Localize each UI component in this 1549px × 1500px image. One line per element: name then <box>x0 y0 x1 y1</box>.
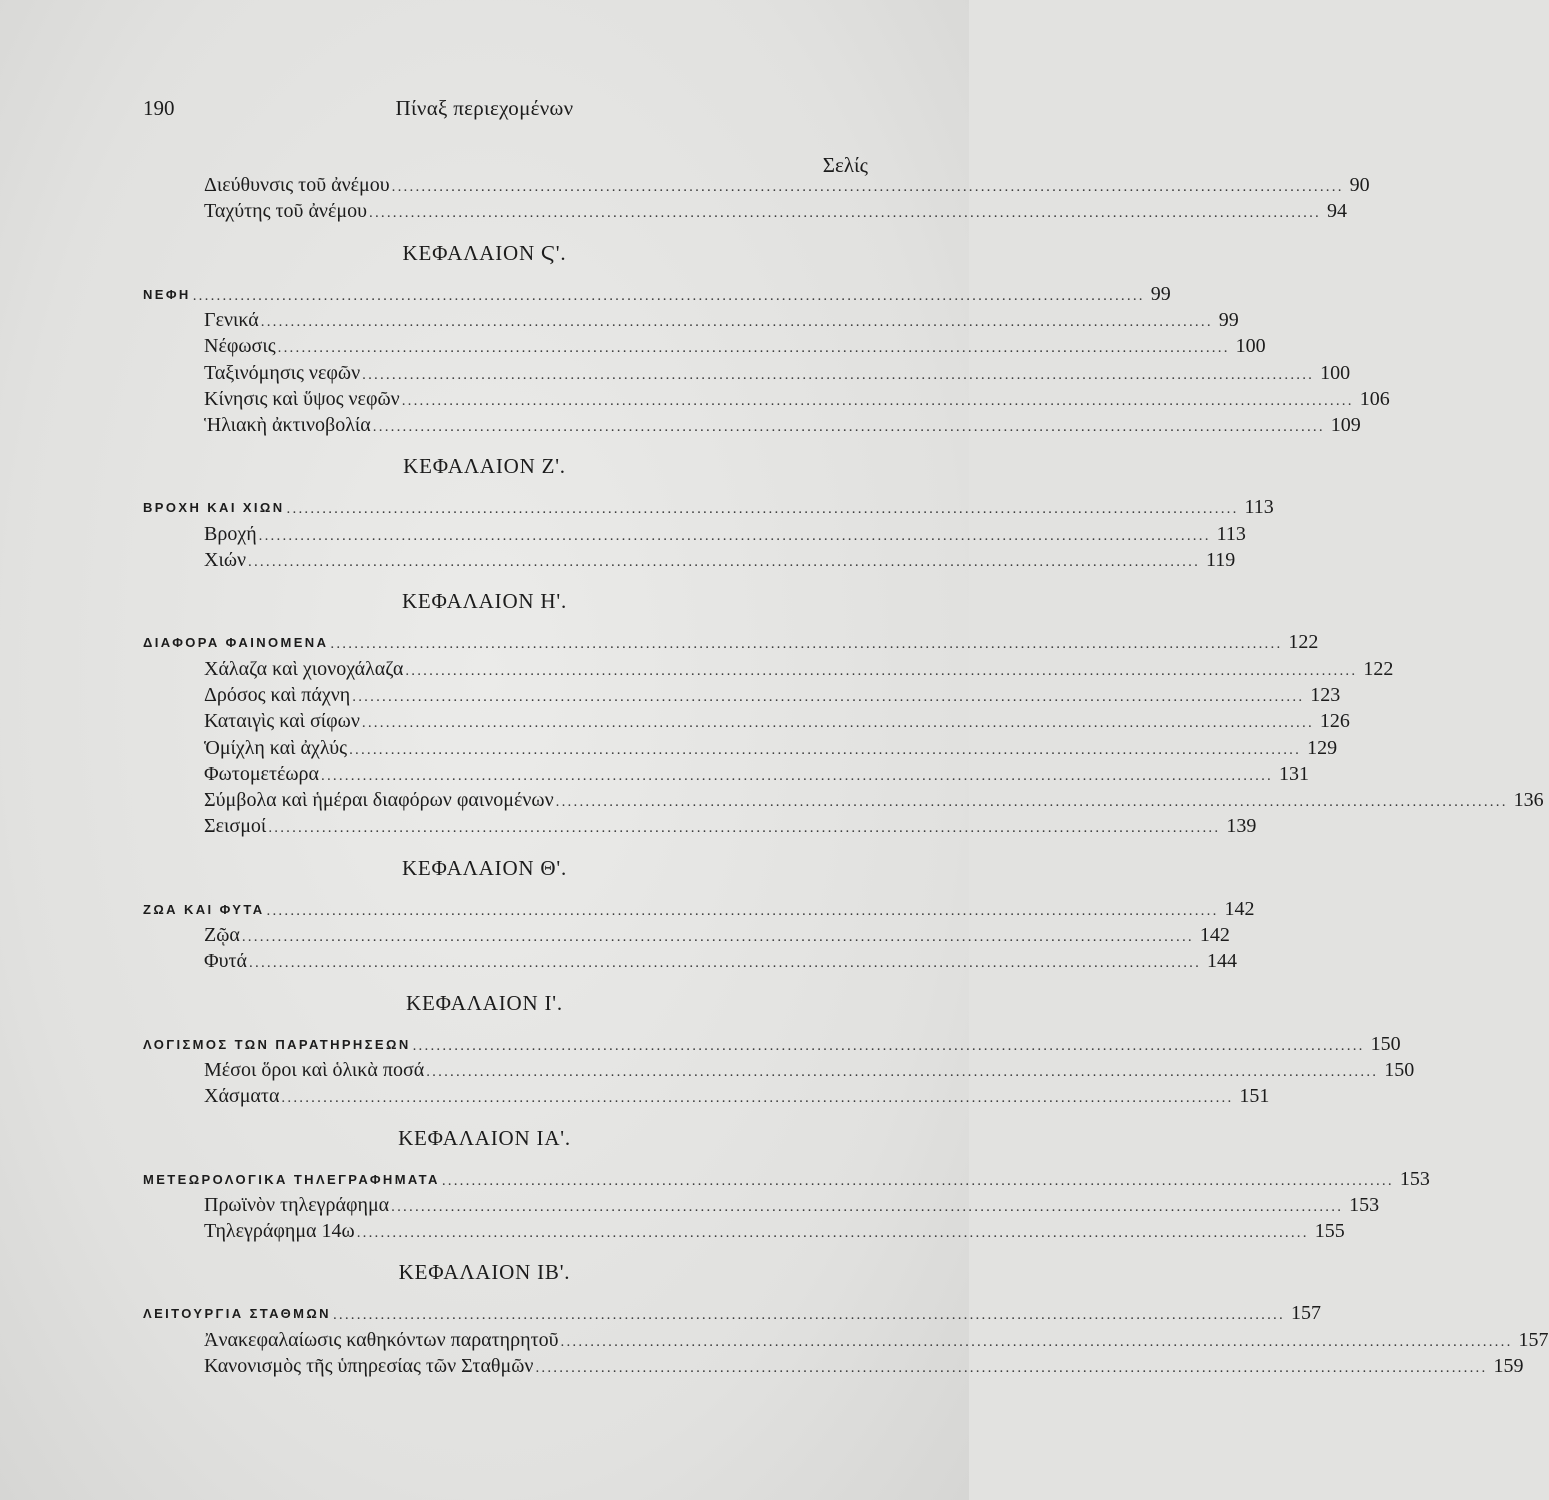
toc-section-page: 113 <box>1244 496 1274 519</box>
toc-section-page: 122 <box>1288 631 1319 654</box>
toc-section-page: 150 <box>1370 1032 1401 1055</box>
toc-entry-page: 94 <box>1327 200 1347 223</box>
toc-entry <box>204 735 1338 762</box>
leader-dots: ................................................................................................................................................................ <box>277 340 1230 357</box>
toc-entry <box>204 656 1394 683</box>
leader-dots: ................................................................................................................................................................ <box>391 1198 1344 1215</box>
toc-entry-page: 126 <box>1319 710 1350 733</box>
leader-dots: ................................................................................................................................................................ <box>535 1360 1488 1376</box>
running-title: Πίναξ περιεχομένων <box>395 96 574 120</box>
leader-dots: ................................................................................................................................................................ <box>426 1063 1379 1080</box>
toc-section-label: ΛΕΙΤΟΥΡΓΙΑ ΣΤΑΘΜΩΝ <box>143 1306 331 1322</box>
toc-section <box>143 1300 1321 1327</box>
toc-entry-page: 142 <box>1199 924 1230 946</box>
toc-entry-label: Σύμβολα καὶ ἡμέραι διαφόρων φαινομένων <box>204 789 554 812</box>
leader-dots: ................................................................................................................................................................ <box>260 313 1213 330</box>
leader-dots: ................................................................................................................................................................ <box>286 501 1239 518</box>
page-column-heading: Σελίς <box>822 153 868 177</box>
toc-entry <box>204 333 1266 360</box>
leader-dots: ................................................................................................................................................................ <box>349 741 1302 758</box>
toc-entry <box>204 1192 1380 1219</box>
leader-dots: ................................................................................................................................................................ <box>258 527 1211 544</box>
leader-dots: ................................................................................................................................................................ <box>352 688 1305 705</box>
toc-entry <box>204 787 1544 814</box>
toc-entry-label: Γενικά <box>204 308 259 331</box>
chapter-heading: ΚΕΦΑΛΑΙΟΝ Ϛ'. <box>402 240 567 265</box>
toc-entry-label: Ἡλιακὴ ἀκτινοβολία <box>204 414 371 437</box>
toc-entry <box>204 1057 1415 1084</box>
toc-entry-label: Τηλεγράφημα 14ω <box>204 1220 355 1243</box>
toc-entry-page: 155 <box>1314 1220 1345 1243</box>
toc-entry <box>204 386 1390 413</box>
toc-section <box>143 1166 1430 1193</box>
toc-section <box>143 1031 1401 1058</box>
toc-entry <box>204 1083 1270 1110</box>
toc-entry <box>204 412 1361 439</box>
toc-entry-page: 106 <box>1359 387 1390 410</box>
chapter-heading: ΚΕΦΑΛΑΙΟΝ Θ'. <box>401 855 568 880</box>
toc-entry-page: 157 <box>1518 1328 1549 1351</box>
toc-entry-label: Μέσοι ὅροι καὶ ὁλικὰ ποσά <box>204 1058 425 1081</box>
leader-dots: ................................................................................................................................................................ <box>266 902 1219 919</box>
leader-dots: ................................................................................................................................................................ <box>560 1333 1513 1350</box>
leader-dots: ................................................................................................................................................................ <box>391 179 1344 195</box>
toc-entry-page: 131 <box>1279 762 1309 785</box>
toc-section <box>143 629 1319 656</box>
toc-section <box>143 281 1171 308</box>
leader-dots: ................................................................................................................................................................ <box>249 955 1202 972</box>
toc-section-page: 153 <box>1399 1167 1430 1190</box>
toc-entry-page: 159 <box>1493 1355 1524 1377</box>
leader-dots: ................................................................................................................................................................ <box>405 662 1358 679</box>
toc-entry <box>204 813 1257 840</box>
toc-entry-label: Ζῷα <box>204 924 240 946</box>
toc-entry-label: Κίνησις καὶ ὕψος νεφῶν <box>204 387 400 410</box>
toc-entry-label: Ταχύτης τοῦ ἀνέμου <box>204 200 367 223</box>
leader-dots: ................................................................................................................................................................ <box>372 419 1325 436</box>
toc-entry-label: Χάλαζα καὶ χιονοχάλαζα <box>204 657 404 680</box>
toc-entry-label: Χιών <box>204 549 247 571</box>
toc-section-label: ΝΕΦΗ <box>143 286 191 302</box>
toc-entry-label: Σεισμοί <box>204 815 267 838</box>
toc-section-label: ΖΩΑ ΚΑΙ ΦΥΤΑ <box>143 901 265 917</box>
toc-entry <box>204 1353 1524 1380</box>
toc-section <box>143 896 1255 923</box>
leader-dots: ................................................................................................................................................................ <box>248 554 1201 570</box>
chapter-heading: ΚΕΦΑΛΑΙΟΝ Η'. <box>401 589 568 614</box>
toc-entry-page: 129 <box>1307 736 1338 759</box>
toc-entry <box>204 682 1341 709</box>
toc-entry <box>204 1218 1345 1245</box>
toc-entry-page: 151 <box>1239 1085 1270 1108</box>
toc-entry-page: 119 <box>1206 549 1236 571</box>
toc-entry-label: Δρόσος καὶ πάχνη <box>204 683 351 706</box>
toc-entry <box>204 521 1246 548</box>
toc-section-label: ΒΡΟΧΗ ΚΑΙ ΧΙΩΝ <box>143 500 285 516</box>
toc-entry-page: 113 <box>1216 522 1246 545</box>
leader-dots: ................................................................................................................................................................ <box>321 767 1273 784</box>
leader-dots: ................................................................................................................................................................ <box>192 287 1145 304</box>
leader-dots: ................................................................................................................................................................ <box>268 820 1221 837</box>
toc-entry-page: 99 <box>1218 308 1239 331</box>
toc-entry-label: Φυτά <box>204 950 248 973</box>
toc-entry-page: 123 <box>1310 683 1341 706</box>
chapter-heading: ΚΕΦΑΛΑΙΟΝ ΙΑ'. <box>398 1125 571 1150</box>
toc-entry-label: Βροχή <box>204 522 257 545</box>
toc-entry-label: Ταξινόμησις νεφῶν <box>204 361 361 384</box>
toc-entry-page: 109 <box>1330 414 1361 437</box>
chapter-heading: ΚΕΦΑΛΑΙΟΝ Ζ'. <box>403 454 566 479</box>
toc-entry-label: Φωτομετέωρα <box>204 762 319 785</box>
page-number: 190 <box>143 96 175 120</box>
toc-entry-page: 150 <box>1384 1058 1415 1081</box>
toc-entry-label: Νέφωσις <box>204 335 276 358</box>
chapter-heading: ΚΕΦΑΛΑΙΟΝ ΙΒ'. <box>398 1260 571 1285</box>
toc-entry <box>204 307 1239 334</box>
leader-dots: ................................................................................................................................................................ <box>555 794 1508 811</box>
toc-entry <box>204 1327 1549 1354</box>
toc-entry <box>204 360 1351 387</box>
leader-dots: ................................................................................................................................................................ <box>356 1225 1309 1242</box>
leader-dots: ................................................................................................................................................................ <box>281 1090 1234 1107</box>
toc-entry <box>204 708 1350 735</box>
leader-dots: ................................................................................................................................................................ <box>332 1307 1285 1324</box>
toc-section-page: 157 <box>1290 1302 1321 1325</box>
toc-entry-page: 139 <box>1226 815 1257 838</box>
toc-entry-label: Καταιγὶς καὶ σίφων <box>204 710 360 733</box>
leader-dots: ................................................................................................................................................................ <box>241 929 1194 945</box>
leader-dots: ................................................................................................................................................................ <box>401 392 1354 409</box>
toc-section <box>143 494 1274 521</box>
leader-dots: ................................................................................................................................................................ <box>441 1172 1394 1189</box>
toc-section-page: 99 <box>1150 282 1171 305</box>
toc-entry-label: Κανονισμὸς τῆς ὑπηρεσίας τῶν Σταθμῶν <box>204 1355 534 1377</box>
leader-dots: ................................................................................................................................................................ <box>330 636 1283 653</box>
toc-entry <box>204 172 1370 199</box>
toc-entry <box>204 547 1236 574</box>
toc-entry-page: 122 <box>1363 657 1394 680</box>
leader-dots: ................................................................................................................................................................ <box>412 1037 1365 1054</box>
toc-entry <box>204 922 1230 949</box>
leader-dots: ................................................................................................................................................................ <box>361 715 1314 732</box>
toc-section-label: ΜΕΤΕΩΡΟΛΟΓΙΚΑ ΤΗΛΕΓΡΑΦΗΜΑΤΑ <box>143 1171 440 1187</box>
toc-entry-label: Πρωϊνὸν τηλεγράφημα <box>204 1193 390 1216</box>
toc-entry-label: Ἀνακεφαλαίωσις καθηκόντων παρατηρητοῦ <box>204 1328 559 1351</box>
leader-dots: ................................................................................................................................................................ <box>362 366 1315 383</box>
toc-entry-page: 144 <box>1207 950 1238 973</box>
toc-entry-page: 90 <box>1349 174 1370 196</box>
chapter-heading: ΚΕΦΑΛΑΙΟΝ Ι'. <box>406 990 563 1015</box>
toc-entry-page: 100 <box>1235 335 1266 358</box>
toc-entry <box>204 198 1347 225</box>
toc-entry-label: Ὁμίχλη καὶ ἀχλύς <box>204 736 348 759</box>
toc-entry-label: Διεύθυνσις τοῦ ἀνέμου <box>204 174 390 196</box>
toc-section-label: ΛΟΓΙΣΜΟΣ ΤΩΝ ΠΑΡΑΤΗΡΗΣΕΩΝ <box>143 1036 411 1052</box>
toc-entry <box>204 761 1309 788</box>
toc-entry-page: 153 <box>1349 1193 1380 1216</box>
toc-entry <box>204 948 1238 975</box>
toc-entry-label: Χάσματα <box>204 1085 280 1108</box>
toc-section-page: 142 <box>1224 897 1255 920</box>
toc-entry-page: 100 <box>1320 361 1351 384</box>
leader-dots: ................................................................................................................................................................ <box>369 205 1321 222</box>
toc-section-label: ΔΙΑΦΟΡΑ ΦΑΙΝΟΜΕΝΑ <box>143 635 329 651</box>
toc-entry-page: 136 <box>1513 789 1544 812</box>
